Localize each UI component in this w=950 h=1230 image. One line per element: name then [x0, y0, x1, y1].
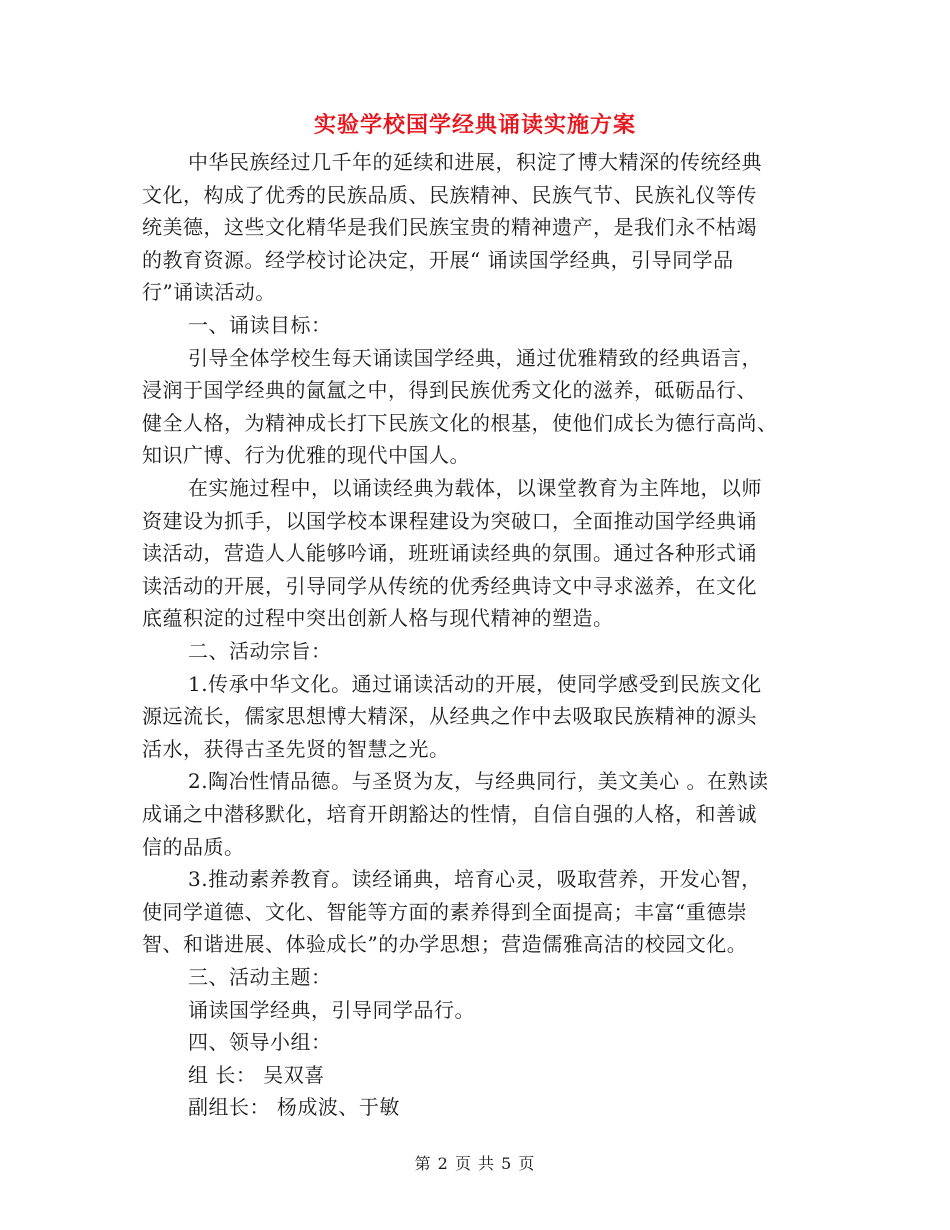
text-line: 源远流长，儒家思想博大精深，从经典之作中去吸取民族精神的源头: [142, 704, 757, 728]
text-line: 读活动的开展，引导同学从传统的优秀经典诗文中寻求滋养，在文化: [142, 574, 757, 598]
text-line: 三、活动主题：: [188, 965, 332, 989]
text-line: 信的品质。: [142, 835, 245, 859]
text-line: 组 长： 吴双喜: [188, 1063, 325, 1087]
text-line: 知识广博、行为优雅的现代中国人。: [142, 443, 470, 467]
text-line: 副组长： 杨成波、于敏: [188, 1095, 400, 1119]
text-line: 中华民族经过几千年的延续和进展，积淀了博大精深的传统经典: [188, 150, 762, 174]
text-line: 文化，构成了优秀的民族品质、民族精神、民族气节、民族礼仪等传: [142, 183, 757, 207]
text-line: 成诵之中潜移默化，培育开朗豁达的性情，自信自强的人格，和善诚: [142, 802, 757, 826]
text-line: 引导全体学校生每天诵读国学经典，通过优雅精致的经典语言，: [188, 346, 762, 370]
text-line: 诵读国学经典，引导同学品行。: [188, 998, 475, 1022]
text-line: 浸润于国学经典的氤氲之中，得到民族优秀文化的滋养，砥砺品行、: [142, 378, 757, 402]
text-line: 健全人格，为精神成长打下民族文化的根基，使他们成长为德行高尚、: [142, 411, 778, 435]
document-title: 实验学校国学经典诵读实施方案: [313, 112, 636, 138]
text-line: 底蕴积淀的过程中突出创新人格与现代精神的塑造。: [142, 606, 614, 630]
text-line: 资建设为抓手，以国学校本课程建设为突破口，全面推动国学经典诵: [142, 509, 757, 533]
text-line: 二、活动宗旨：: [188, 639, 332, 663]
text-line: 智、和谐进展、体验成长”的办学思想；营造儒雅高洁的校园文化。: [142, 932, 748, 956]
text-line: 四、领导小组：: [188, 1030, 332, 1054]
text-line: 统美德，这些文化精华是我们民族宝贵的精神遗产，是我们永不枯竭: [142, 215, 757, 239]
text-line: 一、诵读目标：: [188, 313, 332, 337]
text-line: 1.传承中华文化。通过诵读活动的开展，使同学感受到民族文化: [188, 672, 762, 696]
text-line: 的教育资源。经学校讨论决定，开展“ 诵读国学经典，引导同学品: [142, 248, 734, 272]
text-line: 行”诵读活动。: [142, 280, 276, 304]
text-line: 2.陶冶性情品德。与圣贤为友，与经典同行，美文美心 。在熟读: [188, 769, 769, 793]
text-line: 活水，获得古圣先贤的智慧之光。: [142, 737, 450, 761]
text-line: 使同学道德、文化、智能等方面的素养得到全面提高；丰富“重德崇: [142, 900, 748, 924]
text-line: 在实施过程中，以诵读经典为载体，以课堂教育为主阵地，以师: [188, 476, 762, 500]
text-line: 3.推动素养教育。读经诵典，培育心灵，吸取营养，开发心智，: [188, 867, 762, 891]
text-line: 读活动，营造人人能够吟诵，班班诵读经典的氛围。通过各种形式诵: [142, 541, 757, 565]
page-footer: 第 2 页 共 5 页: [414, 1154, 536, 1173]
